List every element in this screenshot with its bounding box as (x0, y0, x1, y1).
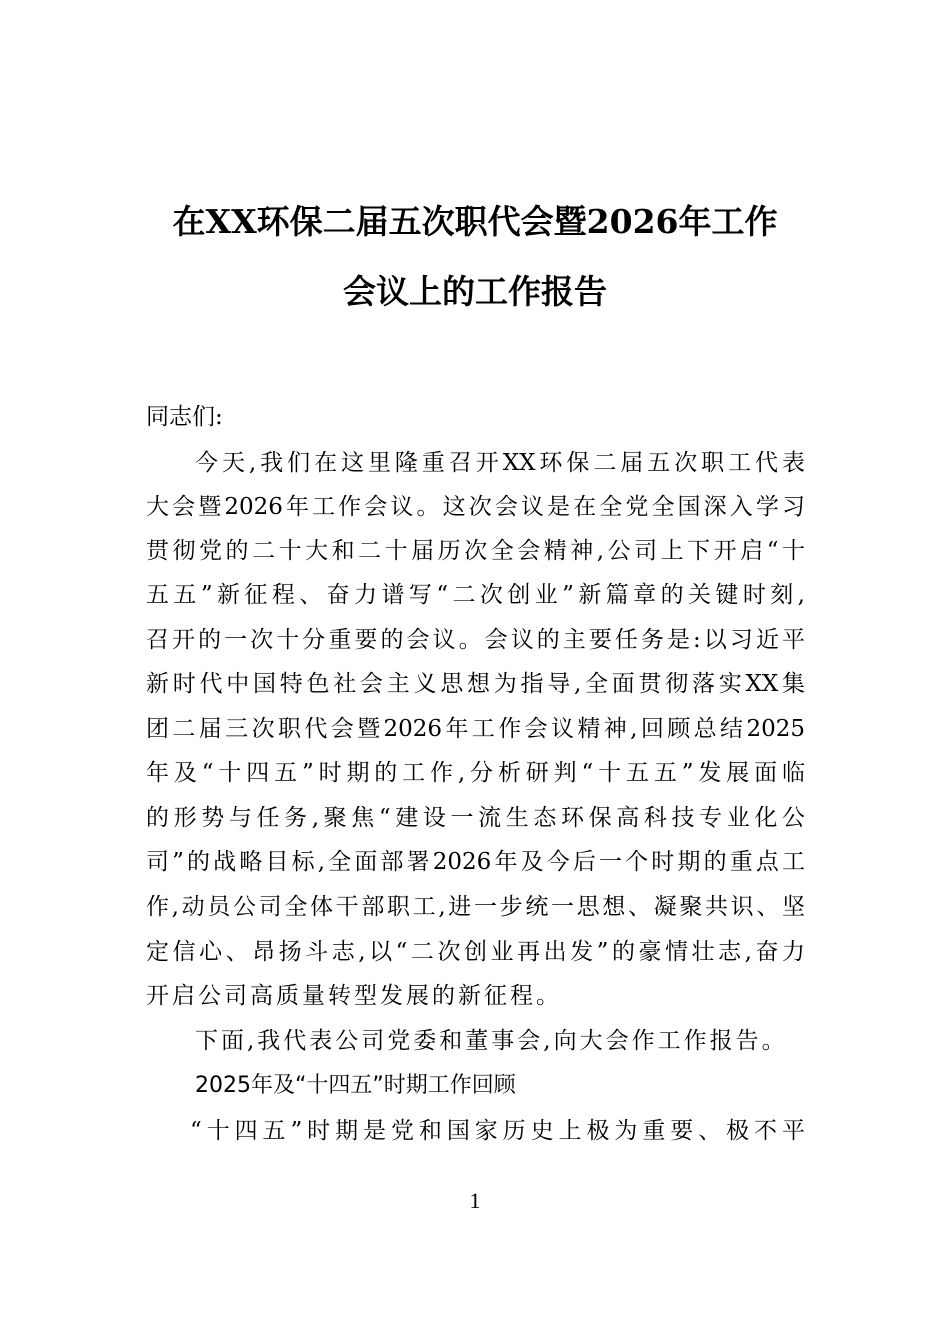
text-line: 召开的一次十分重要的会议。会议的主要任务是:以习近平 (146, 627, 805, 653)
text-line: 开启公司高质量转型发展的新征程。 (146, 983, 562, 1009)
text-line: 年及“十四五”时期的工作,分析研判“十五五”发展面临 (146, 760, 805, 786)
page-number: 1 (469, 1188, 481, 1213)
text-line: 司”的战略目标,全面部署2026年及今后一个时期的重点工 (146, 849, 805, 875)
paragraph-report-intro: 下面,我代表公司党委和董事会,向大会作工作报告。 (195, 1028, 788, 1054)
document-title-line-2: 会议上的工作报告 (343, 272, 607, 311)
document-title-line-1: 在XX环保二届五次职代会暨2026年工作 (172, 202, 778, 241)
text-line: 今天,我们在这里隆重召开XX环保二届五次职工代表 (195, 450, 805, 476)
text-line: 五五”新征程、奋力谱写“二次创业”新篇章的关键时刻, (146, 582, 805, 608)
text-line: 新时代中国特色社会主义思想为指导,全面贯彻落实XX集 (146, 671, 805, 697)
text-line: 大会暨2026年工作会议。这次会议是在全党全国深入学习 (146, 494, 805, 520)
text-line: 贯彻党的二十大和二十届历次全会精神,公司上下开启“十 (146, 538, 805, 564)
section-heading: 2025年及“十四五”时期工作回顾 (195, 1073, 516, 1098)
salutation: 同志们: (146, 404, 223, 430)
text-line: 定信心、昂扬斗志,以“二次创业再出发”的豪情壮志,奋力 (146, 939, 805, 965)
text-line: 的形势与任务,聚焦“建设一流生态环保高科技专业化公 (146, 805, 805, 831)
text-line: 团二届三次职代会暨2026年工作会议精神,回顾总结2025 (146, 716, 805, 742)
text-line: “十四五”时期是党和国家历史上极为重要、极不平 (190, 1118, 805, 1144)
text-line: 作,动员公司全体干部职工,进一步统一思想、凝聚共识、坚 (146, 894, 805, 920)
